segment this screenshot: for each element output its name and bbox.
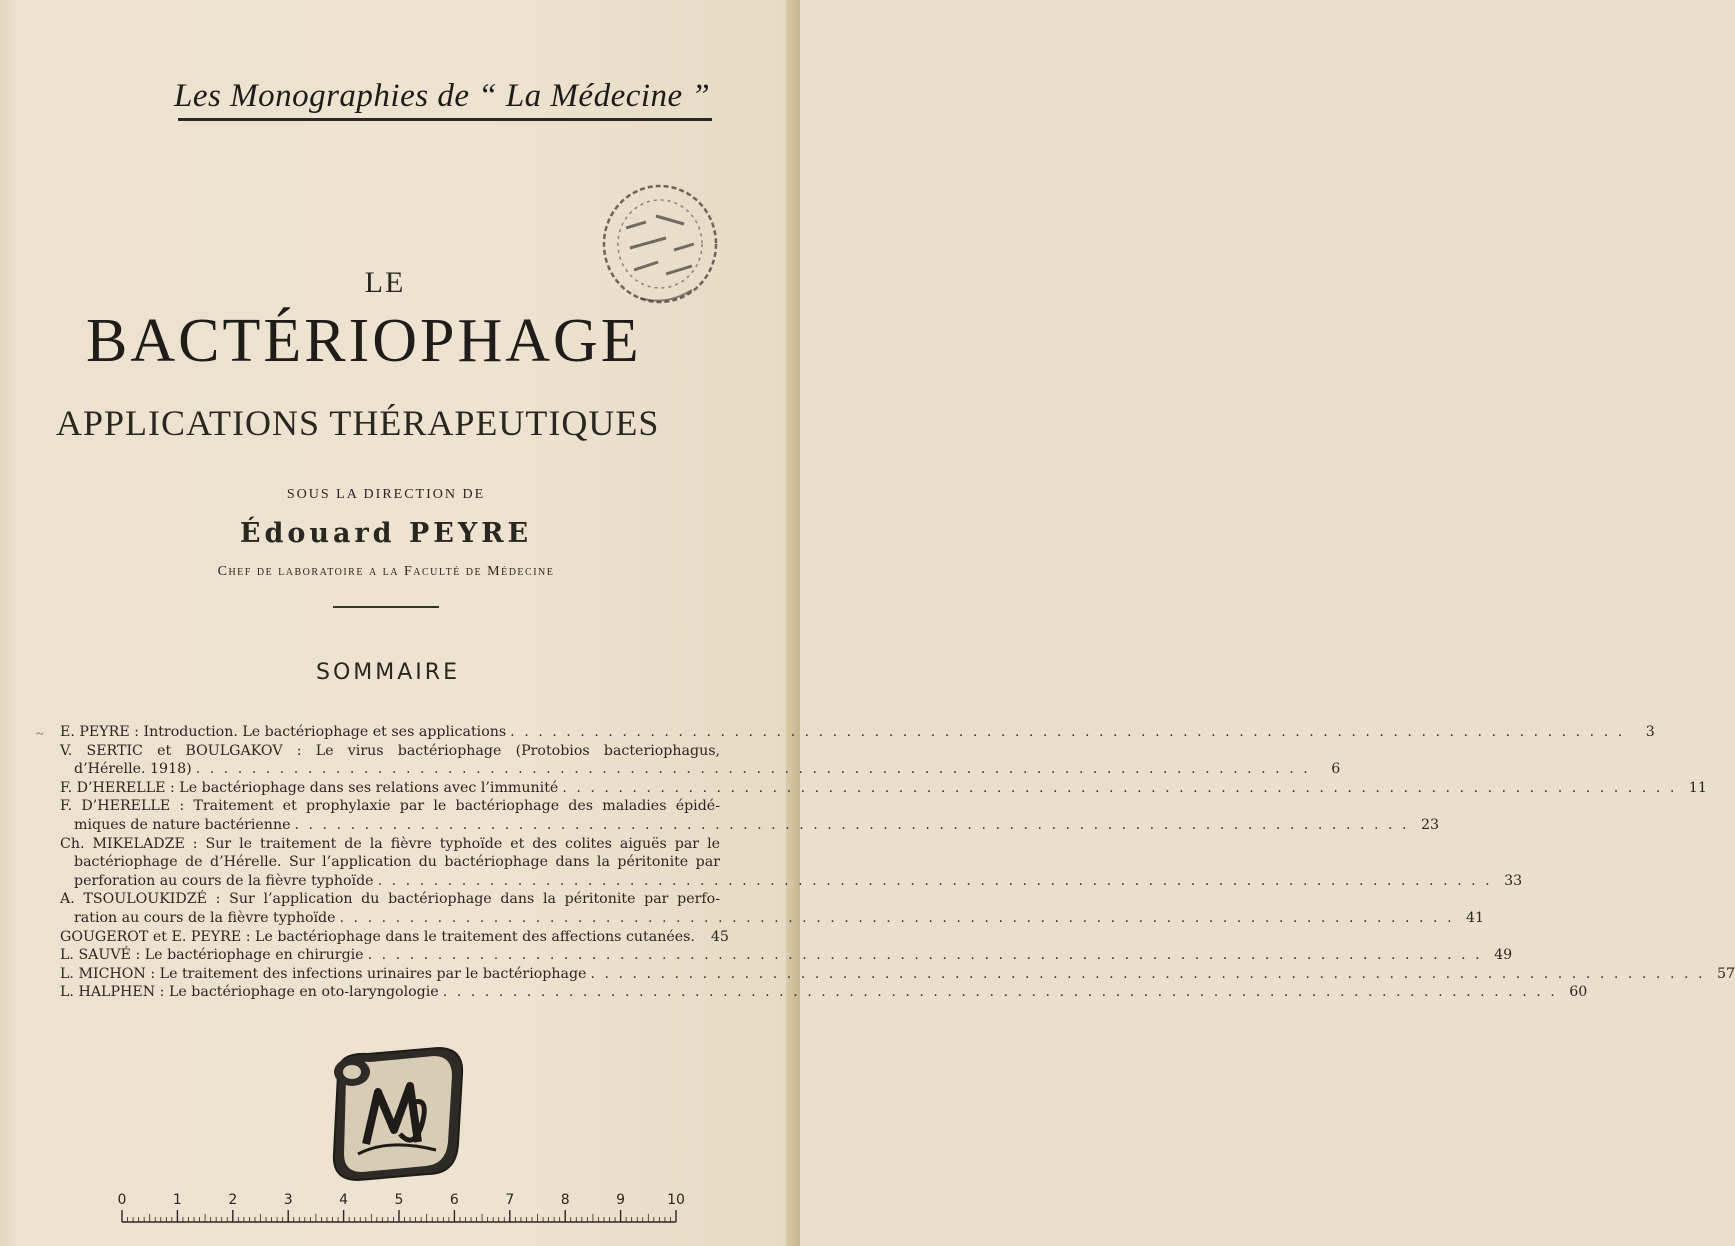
toc-text: GOUGEROT et E. PEYRE : Le bactériophage dans le traitement des affections cutanées.	[60, 928, 695, 945]
toc-text: ration au cours de la fièvre typhoïde	[74, 909, 336, 926]
toc-text: A. TSOULOUKIDZÉ : Sur l’application du bactériophage dans la péritonite par perfo-	[60, 891, 720, 908]
ruler-label: 8	[560, 1192, 570, 1208]
toc-leader-dots: . . . . . . . . . . . . . . . . . . . . . . . . . . . . . . . . . . . . . . . . . . . . . . . . . . . . . . . . . . . . . . . . . . . . . . . . . . . . . . . .	[590, 965, 1705, 982]
toc-entry	[60, 983, 1588, 1002]
toc-text: F. D’HERELLE : Le bactériophage dans ses relations avec l’immunité	[60, 779, 559, 796]
toc-leader-dots: . . . . . . . . . . . . . . . . . . . . . . . . . . . . . . . . . . . . . . . . . . . . . . . . . . . . . . . . . . . . . . . . . . . . . . . . . . . . . . . .	[195, 761, 1311, 778]
toc-line	[60, 983, 1588, 1002]
toc-line	[60, 853, 720, 872]
ruler-label: 5	[394, 1192, 404, 1208]
ruler-label: 3	[283, 1192, 293, 1208]
ruler-label: 7	[505, 1192, 515, 1208]
ruler-label: 2	[228, 1192, 238, 1208]
toc-page-number: 6	[1331, 761, 1341, 778]
toc-line	[60, 965, 1735, 984]
ruler-label: 6	[449, 1192, 459, 1208]
series-title: Les Monographies de “ La Médecine ”	[174, 78, 711, 114]
ruler-label: 10	[667, 1192, 685, 1208]
ruler-label: 0	[117, 1192, 127, 1208]
ruler-label: 1	[172, 1192, 182, 1208]
toc-line	[60, 742, 720, 761]
toc-line	[60, 928, 729, 947]
author-name: Édouard PEYRE	[239, 518, 533, 549]
toc-page-number: 3	[1645, 724, 1655, 740]
toc-page-number: 60	[1569, 984, 1588, 1001]
toc-entry	[60, 742, 1341, 779]
title-article: LE	[364, 266, 406, 299]
toc-text: bactériophage de d’Hérelle. Sur l’application du bactériophage dans la péritonite par	[74, 854, 720, 871]
ruler-label: 4	[339, 1192, 349, 1208]
toc-entry	[60, 723, 1655, 742]
toc-line	[60, 723, 1655, 742]
series-rule	[178, 118, 712, 121]
ruler-ticks	[118, 1208, 683, 1224]
toc-line	[60, 760, 1341, 779]
toc-page-number: 45	[710, 928, 729, 945]
toc-leader-dots: . . . . . . . . . . . . . . . . . . . . . . . . . . . . . . . . . . . . . . . . . . . . . . . . . . . . . . . . . . . . . . . . . . . . . . . . . . . . . . . .	[339, 909, 1455, 926]
page-edge	[786, 0, 800, 1246]
table-of-contents	[60, 723, 1735, 1002]
margin-mark: ~	[36, 727, 44, 742]
toc-line	[60, 835, 720, 854]
toc-entry	[60, 946, 1513, 965]
toc-entry	[60, 835, 1523, 891]
summary-heading: SOMMAIRE	[316, 660, 460, 685]
toc-text: V. SERTIC et BOULGAKOV : Le virus bactériophage (Protobios bacteriophagus,	[60, 742, 720, 759]
toc-text: Ch. MIKELADZE : Sur le traitement de la fièvre typhoïde et des colites aiguës par le	[60, 835, 720, 852]
toc-entry	[60, 797, 1440, 834]
publisher-logo	[318, 1034, 468, 1184]
toc-text: d’Hérelle. 1918)	[74, 761, 192, 778]
toc-page-number: 57	[1716, 965, 1735, 982]
toc-entry	[60, 890, 1485, 927]
toc-line	[60, 816, 1440, 835]
toc-line	[60, 909, 1485, 928]
toc-text: E. PEYRE : Introduction. Le bactériophage et ses applications	[60, 724, 507, 740]
toc-leader-dots: . . . . . . . . . . . . . . . . . . . . . . . . . . . . . . . . . . . . . . . . . . . . . . . . . . . . . . . . . . . . . . . . . . . . . . . . . . . . . . . .	[294, 816, 1410, 833]
toc-page-number: 23	[1420, 816, 1440, 833]
toc-leader-dots: . . . . . . . . . . . . . . . . . . . . . . . . . . . . . . . . . . . . . . . . . . . . . . . . . . . . . . . . . . . . . . . . . . . . . . . . . . . . . . . .	[377, 872, 1493, 889]
author-role: Chef de laboratoire a la Faculté de Médecine	[217, 564, 555, 579]
toc-leader-dots: . . . . . . . . . . . . . . . . . . . . . . . . . . . . . . . . . . . . . . . . . . . . . . . . . . . . . . . . . . . . . . . . . . . . . . . . . . . . . . . .	[367, 947, 1483, 964]
toc-text: miques de nature bactérienne	[74, 816, 291, 833]
toc-leader-dots: . . . . . . . . . . . . . . . . . . . . . . . . . . . . . . . . . . . . . . . . . . . . . . . . . . . . . . . . . . . . . . . . . . . . . . . . . . . . . . . .	[562, 779, 1677, 796]
ruler-label: 9	[616, 1192, 626, 1208]
toc-line	[60, 946, 1513, 965]
direction-label: SOUS LA DIRECTION DE	[286, 487, 486, 502]
toc-text: L. HALPHEN : Le bactériophage en oto-laryngologie	[60, 984, 439, 1001]
toc-leader-dots: . . . . . . . . . . . . . . . . . . . . . . . . . . . . . . . . . . . . . . . . . . . . . . . . . . . . . . . . . . . . . . . . . . . . . . . . . . . . . . . .	[442, 984, 1558, 1001]
book-subtitle: APPLICATIONS THÉRAPEUTIQUES	[56, 403, 660, 443]
toc-text: L. SAUVÉ : Le bactériophage en chirurgie	[60, 947, 364, 964]
toc-text: perforation au cours de la fièvre typhoïde	[74, 872, 374, 889]
toc-page-number: 49	[1494, 947, 1513, 964]
toc-leader-dots: . . . . . . . . . . . . . . . . . . . . . . . . . . . . . . . . . . . . . . . . . . . . . . . . . . . . . . . . . . . . . . . . . . . . . . . . . . . . . . . .	[510, 724, 1625, 740]
toc-line	[60, 779, 1707, 798]
toc-page-number: 41	[1466, 909, 1485, 926]
toc-entry	[60, 965, 1735, 984]
toc-line	[60, 797, 720, 816]
toc-text: L. MICHON : Le traitement des infections urinaires par le bactériophage	[60, 965, 587, 982]
toc-page-number: 11	[1688, 779, 1707, 796]
toc-text: F. D’HERELLE : Traitement et prophylaxie par le bactériophage des maladies épidé-	[60, 798, 720, 815]
scale-ruler	[118, 1192, 683, 1226]
toc-page-number: 33	[1504, 872, 1523, 889]
book-title: BACTÉRIOPHAGE	[86, 307, 642, 375]
toc-entry	[60, 928, 729, 947]
toc-line	[60, 890, 720, 909]
divider-rule	[333, 606, 439, 608]
toc-line	[60, 872, 1523, 891]
toc-entry	[60, 779, 1707, 798]
